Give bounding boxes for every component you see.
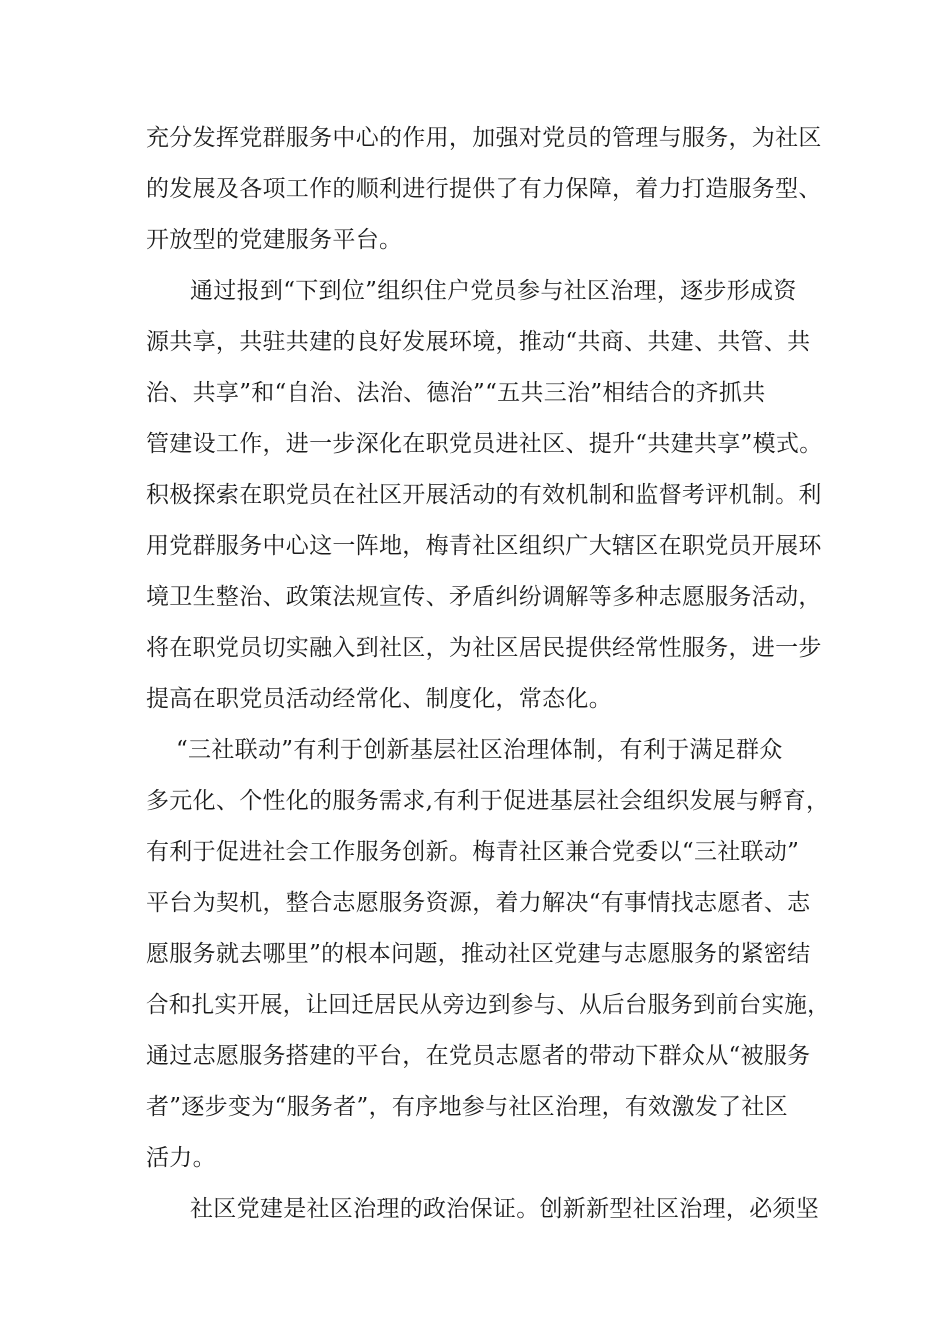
text-line: 治、共享”和“自治、法治、德治”“五共三治”相结合的齐抓共 — [146, 380, 766, 406]
text-line: 者”逐步变为“服务者”，有序地参与社区治理，有效激发了社区 — [146, 1094, 788, 1120]
text-line: 提高在职党员活动经常化、制度化，常态化。 — [146, 686, 612, 712]
text-line: 积极探索在职党员在社区开展活动的有效机制和监督考评机制。利 — [146, 482, 822, 508]
text-line: 开放型的党建服务平台。 — [146, 227, 403, 253]
paragraph-first-line: “三社联动”有利于创新基层社区治理体制，有利于满足群众 — [176, 737, 783, 763]
text-line: 活力。 — [146, 1145, 216, 1171]
paragraph-first-line: 社区党建是社区治理的政治保证。创新新型社区治理，必须坚 — [190, 1196, 820, 1222]
text-line: 通过志愿服务搭建的平台，在党员志愿者的带动下群众从“被服务 — [146, 1043, 811, 1069]
text-line: 充分发挥党群服务中心的作用，加强对党员的管理与服务，为社区 — [146, 125, 822, 151]
text-line: 境卫生整治、政策法规宣传、矛盾纠纷调解等多种志愿服务活动， — [146, 584, 822, 610]
text-line: 用党群服务中心这一阵地，梅青社区组织广大辖区在职党员开展环 — [146, 533, 822, 559]
text-line: 愿服务就去哪里”的根本问题，推动社区党建与志愿服务的紧密结 — [146, 941, 811, 967]
text-line: 合和扎实开展，让回迁居民从旁边到参与、从后台服务到前台实施， — [146, 992, 830, 1018]
text-line: 多元化、个性化的服务需求,有利于促进基层社会组织发展与孵育， — [146, 788, 830, 814]
paragraph-first-line: 通过报到“下到位”组织住户党员参与社区治理，逐步形成资 — [190, 278, 797, 304]
text-line: 的发展及各项工作的顺利进行提供了有力保障，着力打造服务型、 — [146, 176, 822, 202]
text-line: 管建设工作，进一步深化在职党员进社区、提升“共建共享”模式。 — [146, 431, 823, 457]
text-line: 源共享，共驻共建的良好发展环境，推动“共商、共建、共管、共 — [146, 329, 811, 355]
text-line: 将在职党员切实融入到社区，为社区居民提供经常性服务，进一步 — [146, 635, 822, 661]
text-line: 有利于促进社会工作服务创新。梅青社区兼合党委以“三社联动” — [146, 839, 800, 865]
text-line: 平台为契机，整合志愿服务资源，着力解决“有事情找志愿者、志 — [146, 890, 811, 916]
